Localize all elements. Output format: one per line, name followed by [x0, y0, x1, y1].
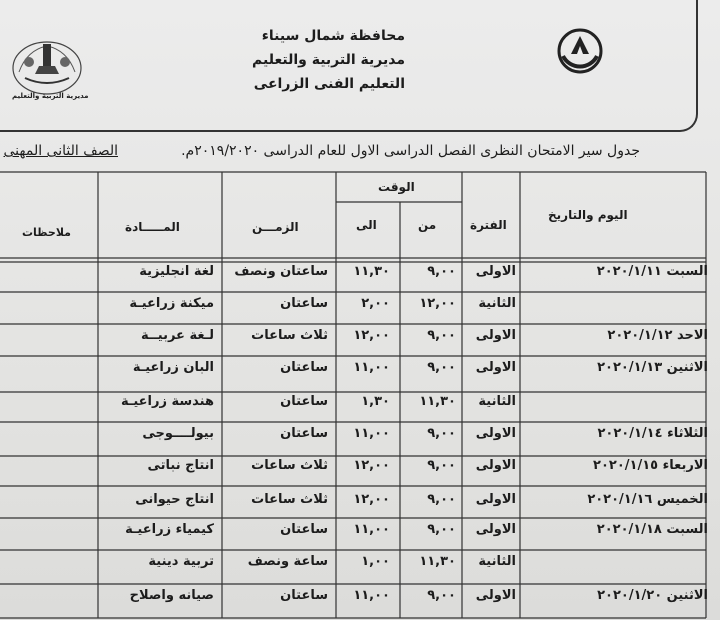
- cell-day: الثلاثاء ٢٠٢٠/١/١٤: [597, 426, 708, 441]
- governorate-name: محافظة شمال سيناء: [261, 28, 405, 44]
- cell-subject: لـغة عربيــة: [141, 328, 214, 343]
- cell-to: ١٢,٠٠: [353, 328, 390, 343]
- cell-day: الخميس ٢٠٢٠/١/١٦: [587, 492, 708, 507]
- cell-period: الاولى: [475, 492, 516, 507]
- exam-table-grid: [0, 170, 710, 620]
- cell-duration: ساعتان: [280, 426, 328, 441]
- cell-duration: ساعتان: [280, 296, 328, 311]
- header-duration: الزمـــن: [252, 220, 299, 234]
- cell-from: ٩,٠٠: [427, 588, 456, 603]
- cell-from: ٩,٠٠: [427, 328, 456, 343]
- cell-duration: ثلاث ساعات: [251, 458, 328, 473]
- cell-to: ١١,٠٠: [353, 426, 390, 441]
- cell-to: ١٢,٠٠: [353, 492, 390, 507]
- cell-day: السبت ٢٠٢٠/١/١٨: [596, 522, 708, 537]
- cell-subject: تربية دينية: [148, 554, 214, 569]
- cell-duration: ساعتان: [280, 394, 328, 409]
- cell-duration: ساعتان: [280, 522, 328, 537]
- department-name: التعليم الفنى الزراعى: [253, 76, 405, 92]
- cell-period: الثانية: [478, 296, 516, 311]
- cell-day: السبت ٢٠٢٠/١/١١: [596, 264, 708, 279]
- governorate-emblem: [555, 26, 605, 76]
- directorate-name: مديرية التربية والتعليم: [252, 52, 405, 68]
- cell-duration: ثلاث ساعات: [251, 492, 328, 507]
- cell-duration: ساعتان: [280, 360, 328, 375]
- cell-to: ٢,٠٠: [361, 296, 390, 311]
- header-day-date: اليوم والتاريخ: [548, 208, 628, 222]
- cell-from: ٩,٠٠: [427, 522, 456, 537]
- header-titles: [252, 24, 405, 96]
- cell-to: ١٢,٠٠: [353, 458, 390, 473]
- cell-day: الاحد ٢٠٢٠/١/١٢: [607, 328, 708, 343]
- cell-to: ١١,٠٠: [353, 588, 390, 603]
- cell-duration: ثلاث ساعات: [251, 328, 328, 343]
- cell-subject: انتاج نباتى: [147, 458, 214, 473]
- cell-from: ٩,٠٠: [427, 492, 456, 507]
- cell-duration: ساعة ونصف: [247, 554, 328, 569]
- cell-period: الثانية: [478, 554, 516, 569]
- cell-subject: لغة انجليزية: [139, 264, 214, 279]
- cell-from: ١٢,٠٠: [419, 296, 456, 311]
- cell-subject: كيمياء زراعيـة: [125, 522, 214, 537]
- cell-period: الثانية: [478, 394, 516, 409]
- cell-day: الاربعاء ٢٠٢٠/١/١٥: [593, 458, 708, 473]
- cell-period: الاولى: [475, 426, 516, 441]
- cell-to: ١,٣٠: [361, 394, 390, 409]
- cell-subject: صيانه واصلاح: [129, 588, 214, 603]
- cell-period: الاولى: [475, 360, 516, 375]
- logo-caption: مديرية التربية والتعليم: [12, 92, 89, 100]
- cell-from: ٩,٠٠: [427, 360, 456, 375]
- cell-from: ١١,٣٠: [419, 554, 456, 569]
- cell-from: ٩,٠٠: [427, 458, 456, 473]
- cell-to: ١١,٠٠: [353, 522, 390, 537]
- cell-subject: البان زراعيـة: [132, 360, 214, 375]
- header-notes: ملاحظات: [22, 226, 71, 239]
- cell-to: ١١,٠٠: [353, 360, 390, 375]
- cell-day: الاثنين ٢٠٢٠/١/٢٠: [597, 588, 708, 603]
- header-subject: المـــــادة: [125, 220, 180, 234]
- cell-from: ٩,٠٠: [427, 426, 456, 441]
- cell-day: الاثنين ٢٠٢٠/١/١٣: [597, 360, 708, 375]
- cell-period: الاولى: [475, 588, 516, 603]
- cell-period: الاولى: [475, 264, 516, 279]
- header-from: من: [418, 218, 437, 232]
- cell-period: الاولى: [475, 522, 516, 537]
- schedule-title: جدول سير الامتحان النظرى الفصل الدراسى الاول للعام الدراسى ٢٠١٩/٢٠٢٠م.: [181, 143, 640, 159]
- header-to: الى: [356, 218, 377, 232]
- cell-to: ١١,٣٠: [353, 264, 390, 279]
- cell-duration: ساعتان ونصف: [234, 264, 328, 279]
- cell-subject: ميكنة زراعيـة: [129, 296, 214, 311]
- cell-from: ١١,٣٠: [419, 394, 456, 409]
- cell-subject: هندسة زراعيـة: [121, 394, 214, 409]
- cell-to: ١,٠٠: [361, 554, 390, 569]
- cell-period: الاولى: [475, 458, 516, 473]
- header-time: الوقت: [378, 180, 415, 194]
- cell-subject: انتاج حيوانى: [135, 492, 214, 507]
- grade-label: الصف الثانى المهنى: [3, 143, 118, 159]
- header-period: الفترة: [470, 218, 507, 232]
- cell-duration: ساعتان: [280, 588, 328, 603]
- cell-from: ٩,٠٠: [427, 264, 456, 279]
- cell-subject: بيولــــوجى: [142, 426, 214, 441]
- cell-period: الاولى: [475, 328, 516, 343]
